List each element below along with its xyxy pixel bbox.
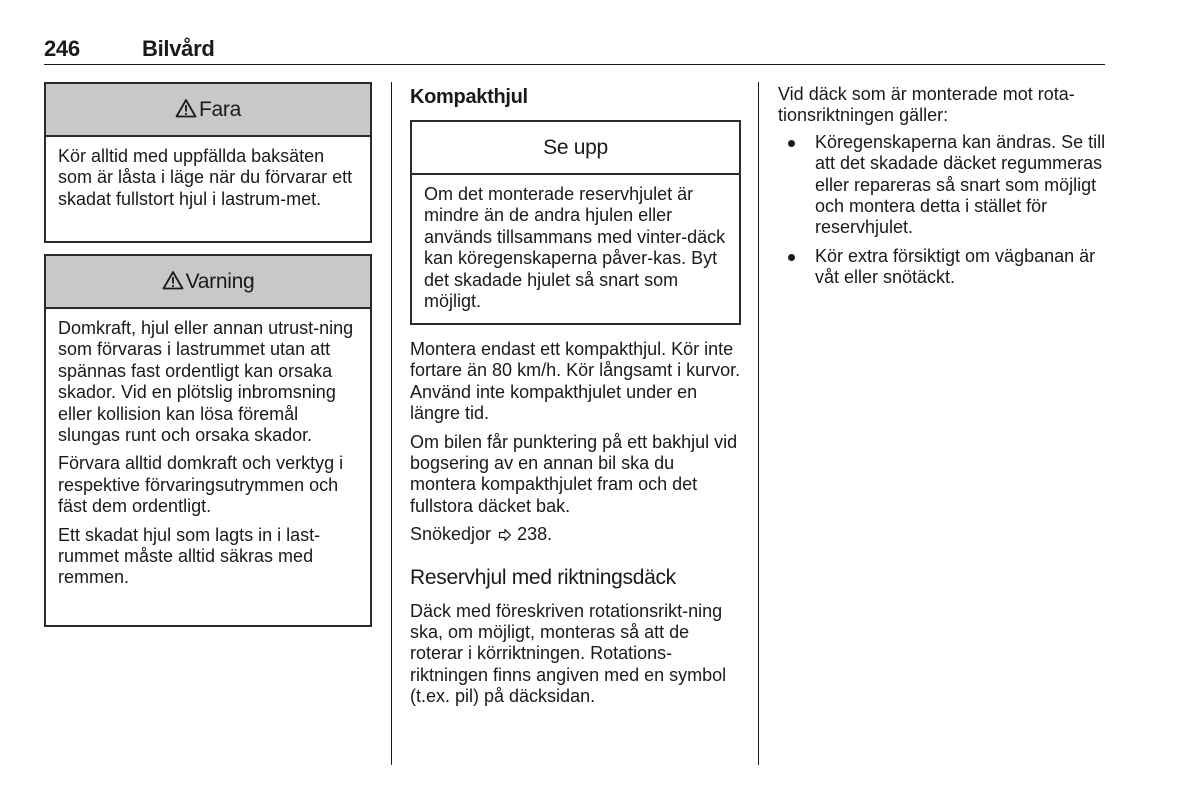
danger-box-body bbox=[46, 137, 370, 222]
danger-box-title: Fara bbox=[199, 98, 241, 121]
page-header bbox=[44, 36, 1105, 65]
bullet-list bbox=[778, 132, 1108, 289]
danger-box bbox=[44, 82, 372, 243]
subheading-paragraph: Däck med föreskriven rotationsrikt-ning ska, om möjligt, monteras så att de roterar i körriktningen. Rotations-riktningen finns angiven med en symbol (t.ex. pil) på däcksidan. bbox=[410, 600, 727, 707]
warning-box-body bbox=[46, 309, 370, 601]
bullet-icon bbox=[788, 140, 795, 147]
bullet-icon bbox=[788, 254, 795, 261]
page-number: 246 bbox=[44, 36, 80, 61]
warning-box-title: Varning bbox=[185, 270, 255, 293]
page-reference-arrow-icon bbox=[498, 526, 512, 547]
body-paragraph: Om bilen får punktering på ett bakhjul vid bogsering av en annan bil ska du montera kompakthjulet fram och det fullstora däcket bak. bbox=[410, 431, 738, 516]
warning-triangle-icon bbox=[162, 258, 184, 309]
warning-box bbox=[44, 254, 372, 627]
cross-reference-page: 238. bbox=[517, 524, 553, 545]
body-paragraph: Montera endast ett kompakthjul. Kör inte fortare än 80 km/h. Kör långsamt i kurvor. Använd inte kompakthjulet under en längre tid. bbox=[410, 339, 741, 424]
list-item: Kör extra försiktigt om vägbanan är våt eller snötäckt. bbox=[778, 246, 1108, 289]
cross-reference bbox=[410, 524, 741, 547]
column-divider bbox=[758, 82, 759, 765]
heading-kompakthjul: Kompakthjul bbox=[410, 86, 528, 108]
warning-paragraph: Förvara alltid domkraft och verktyg i respektive förvaringsutrymmen och fäst dem ordentligt. bbox=[58, 453, 344, 517]
warning-box-header bbox=[46, 256, 370, 309]
cross-reference-text: Snökedjor bbox=[410, 524, 492, 545]
list-item: Köregenskaperna kan ändras. Se till att det skadade däcket regummeras eller repareras så snart som möjligt och montera detta i stället för reservhjulet. bbox=[778, 132, 1108, 239]
subheading-riktningsdack: Reservhjul med riktningsdäck bbox=[410, 565, 676, 589]
danger-box-header bbox=[46, 84, 370, 137]
caution-box-body bbox=[412, 175, 739, 324]
column-left bbox=[44, 82, 372, 627]
warning-paragraph: Domkraft, hjul eller annan utrust-ning som förvaras i lastrummet utan att spännas fast ordentligt kan orsaka skador. Vid en plötslig inbromsning eller kollision kan lösa föremål slungas runt och orsaka skador. bbox=[58, 318, 354, 446]
warning-paragraph: Ett skadat hjul som lagts in i last-rummet måste alltid säkras med remmen. bbox=[58, 524, 321, 588]
caution-box-title: Se upp bbox=[543, 136, 608, 159]
danger-text: Kör alltid med uppfällda baksäten som är låsta i läge när du förvarar ett skadat fullstort hjul i lastrum-met. bbox=[58, 146, 353, 209]
column-right bbox=[778, 82, 1108, 296]
section-title: Bilvård bbox=[142, 36, 215, 61]
warning-triangle-icon bbox=[175, 86, 197, 137]
column-middle bbox=[410, 82, 741, 715]
column-divider bbox=[391, 82, 392, 765]
caution-box bbox=[410, 120, 741, 325]
caution-box-header bbox=[412, 122, 739, 175]
caution-text: Om det monterade reservhjulet är mindre än de andra hjulen eller används tillsammans med vinter-däck kan köregenskaperna påver-kas. Byt det skadade hjulet så snart som möjligt. bbox=[424, 184, 726, 312]
intro-paragraph: Vid däck som är monterade mot rota-tionsriktningen gäller: bbox=[778, 84, 1075, 126]
